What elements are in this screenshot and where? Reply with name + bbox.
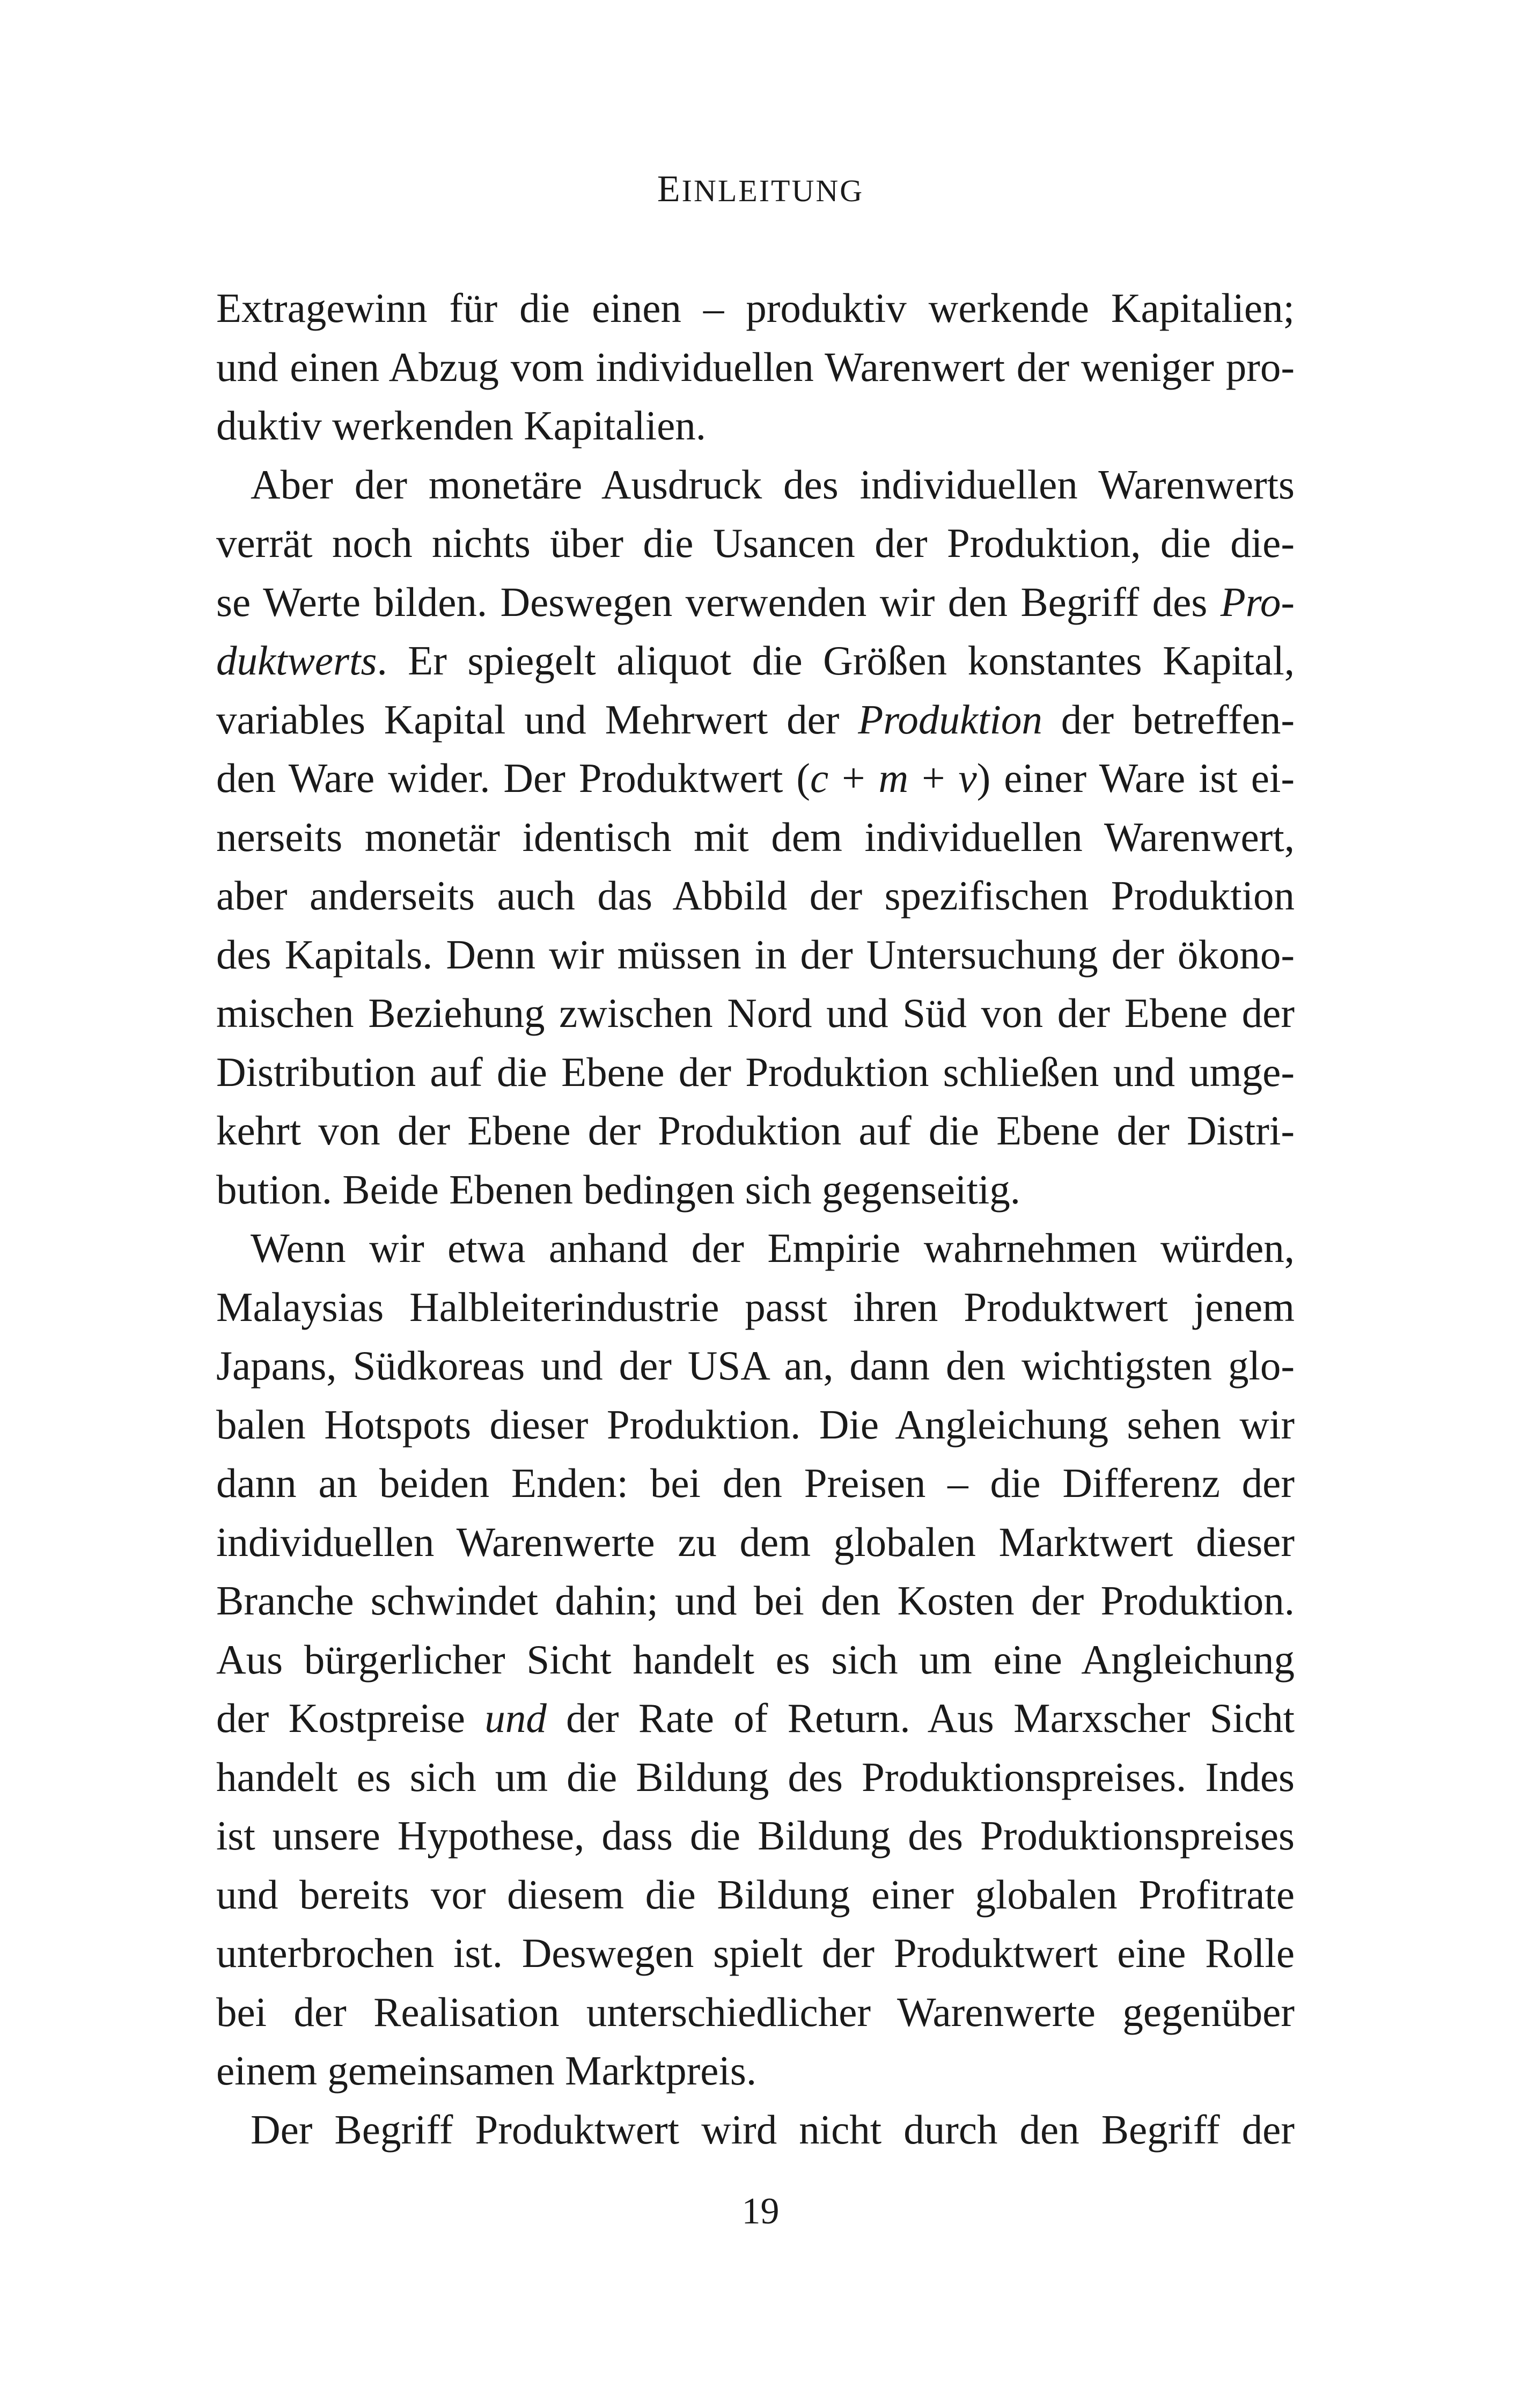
running-head-rest: INLEITUNG: [681, 173, 864, 208]
text-line: und einen Abzug vom individuellen Warenwert der weniger pro-: [216, 343, 1295, 390]
text-line: einem gemeinsamen Marktpreis.: [216, 2047, 757, 2094]
text-line: duktiv werkenden Kapitalien.: [216, 402, 707, 449]
text-line: Malaysias Halbleiterindustrie passt ihren Produktwert jenem: [216, 1283, 1295, 1330]
italic-term: duktwerts: [216, 637, 377, 684]
text-line: verrät noch nichts über die Usancen der Produktion, die die-: [216, 520, 1295, 566]
text-line: duktwerts. Er spiegelt aliquot die Größen konstantes Kapital,: [216, 637, 1295, 684]
text-line: kehrt von der Ebene der Produktion auf die Ebene der Distri-: [216, 1107, 1295, 1154]
text-line: Branche schwindet dahin; und bei den Kosten der Produktion.: [216, 1577, 1295, 1624]
formula-variable: m: [878, 755, 909, 801]
italic-term: Produktion: [858, 696, 1042, 743]
body-text: [216, 279, 1295, 2159]
text-line: balen Hotspots dieser Produktion. Die Angleichung sehen wir: [216, 1401, 1295, 1448]
text-line: individuellen Warenwerte zu dem globalen Marktwert dieser: [216, 1518, 1295, 1565]
text-line: unterbrochen ist. Deswegen spielt der Produktwert eine Rolle: [216, 1930, 1295, 1976]
text-line: Wenn wir etwa anhand der Empirie wahrnehmen würden,: [251, 1225, 1295, 1271]
text-line: Distribution auf die Ebene der Produktion schließen und umge-: [216, 1048, 1295, 1095]
italic-term: Pro-: [1220, 578, 1295, 625]
text-line: Extragewinn für die einen – produktiv werkende Kapitalien;: [216, 285, 1295, 331]
formula-variable: c: [810, 755, 829, 801]
running-head: [0, 168, 1521, 210]
text-line: variables Kapital und Mehrwert der Produktion der betreffen-: [216, 696, 1295, 743]
text-line: Aus bürgerlicher Sicht handelt es sich um eine Angleichung: [216, 1636, 1295, 1683]
text-line: mischen Beziehung zwischen Nord und Süd von der Ebene der: [216, 990, 1295, 1036]
text-line: handelt es sich um die Bildung des Produktionspreises. Indes: [216, 1753, 1295, 1800]
text-line: ist unsere Hypothese, dass die Bildung des Produktionspreises: [216, 1812, 1295, 1859]
text-line: den Ware wider. Der Produktwert (c + m + v) einer Ware ist ei-: [216, 755, 1295, 801]
text-line: aber anderseits auch das Abbild der spezifischen Produktion: [216, 872, 1295, 919]
formula-variable: v: [958, 755, 977, 801]
text-line: bution. Beide Ebenen bedingen sich gegenseitig.: [216, 1166, 1020, 1213]
text-line: der Kostpreise und der Rate of Return. Aus Marxscher Sicht: [216, 1695, 1295, 1741]
text-line: Japans, Südkoreas und der USA an, dann den wichtigsten glo-: [216, 1342, 1295, 1389]
page-number: 19: [741, 2191, 780, 2232]
text-line: dann an beiden Enden: bei den Preisen – die Differenz der: [216, 1460, 1295, 1506]
text-line: nerseits monetär identisch mit dem individuellen Warenwert,: [216, 813, 1295, 860]
text-line: Aber der monetäre Ausdruck des individuellen Warenwerts: [251, 461, 1295, 508]
italic-term: und: [484, 1695, 547, 1741]
text-line: bei der Realisation unterschiedlicher Warenwerte gegenüber: [216, 1988, 1295, 2035]
text-line: des Kapitals. Denn wir müssen in der Untersuchung der ökono-: [216, 931, 1295, 978]
text-line: se Werte bilden. Deswegen verwenden wir den Begriff des Pro-: [216, 578, 1295, 625]
text-line: und bereits vor diesem die Bildung einer globalen Profitrate: [216, 1871, 1295, 1918]
text-line: Der Begriff Produktwert wird nicht durch den Begriff der: [251, 2106, 1295, 2153]
running-head-initial: E: [657, 168, 682, 210]
